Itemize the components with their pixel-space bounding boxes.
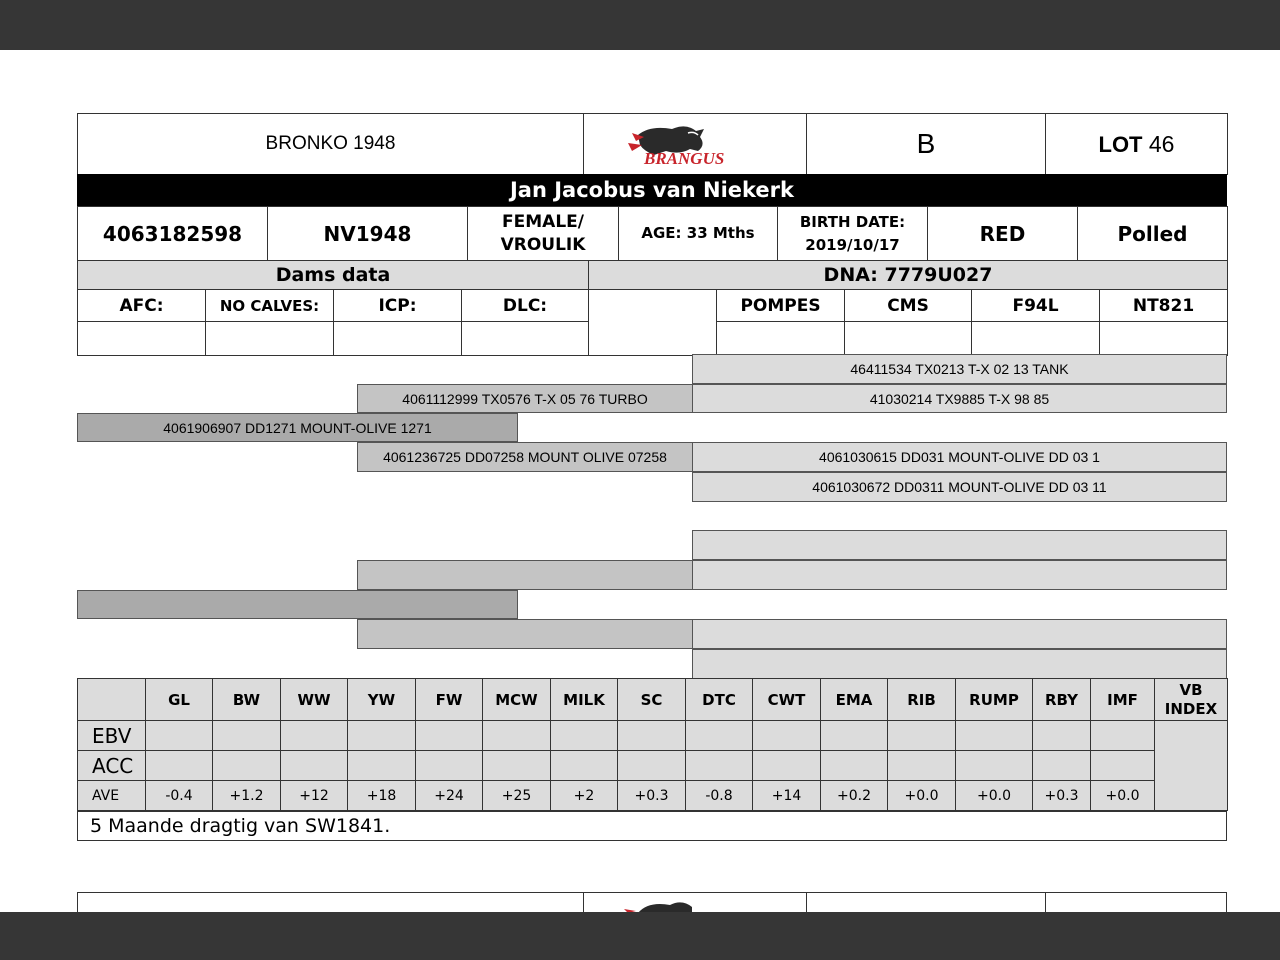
viewer-bottom-bar	[0, 912, 1280, 960]
next-lot-header	[77, 892, 1227, 912]
cms-value	[845, 322, 972, 356]
ebv-row-label: EBV	[78, 721, 146, 751]
ave-mcw: +25	[483, 781, 551, 811]
brand-logo-cell	[584, 114, 807, 175]
dlc-value	[462, 322, 589, 356]
ebv-col-rib: RIB	[888, 679, 956, 721]
dlc-label: DLC:	[462, 290, 589, 322]
ebv-col-sc: SC	[618, 679, 686, 721]
vb-index-value	[1155, 721, 1228, 811]
ave-ww: +12	[281, 781, 348, 811]
ebv-col-fw: FW	[416, 679, 483, 721]
icp-value	[334, 322, 462, 356]
viewer-top-bar	[0, 0, 1280, 50]
no-calves-label: NO CALVES:	[206, 290, 334, 322]
pedigree-dam-dam-sire	[692, 619, 1227, 649]
pedigree-dam	[77, 590, 518, 619]
pedigree-dam-sire-sire	[692, 530, 1227, 560]
ave-yw: +18	[348, 781, 416, 811]
id-number: 4063182598	[78, 207, 268, 261]
cms-label: CMS	[845, 290, 972, 322]
ave-row-label: AVE	[78, 781, 146, 811]
ebv-col-imf: IMF	[1091, 679, 1155, 721]
ebv-table	[77, 678, 1228, 811]
ave-milk: +2	[551, 781, 618, 811]
owner-name: Jan Jacobus van Niekerk	[77, 174, 1227, 206]
acc-row-label: ACC	[78, 751, 146, 781]
age: AGE: 33 Mths	[619, 207, 778, 261]
ave-gl: -0.4	[146, 781, 213, 811]
no-calves-value	[206, 322, 334, 356]
pedigree-sire-dam-sire: 4061030615 DD031 MOUNT-OLIVE DD 03 1	[692, 442, 1227, 472]
f94l-value	[972, 322, 1100, 356]
ebv-col-yw: YW	[348, 679, 416, 721]
ave-rump: +0.0	[956, 781, 1033, 811]
dna-blank-cell	[589, 290, 717, 356]
pedigree-dam-dam	[357, 619, 693, 649]
pompes-value	[717, 322, 845, 356]
ave-fw: +24	[416, 781, 483, 811]
animal-name: BRONKO 1948	[78, 114, 584, 175]
pedigree-dam-sire	[357, 560, 693, 590]
icp-label: ICP:	[334, 290, 462, 322]
ave-dtc: -0.8	[686, 781, 753, 811]
svg-text:BRANGUS: BRANGUS	[644, 149, 725, 167]
ebv-col-cwt: CWT	[753, 679, 821, 721]
afc-label: AFC:	[78, 290, 206, 322]
ebv-corner	[78, 679, 146, 721]
ebv-col-mcw: MCW	[483, 679, 551, 721]
ave-imf: +0.0	[1091, 781, 1155, 811]
ave-rby: +0.3	[1033, 781, 1091, 811]
ave-cwt: +14	[753, 781, 821, 811]
sex: FEMALE/ VROULIK	[468, 207, 619, 261]
ebv-col-milk: MILK	[551, 679, 618, 721]
nt821-label: NT821	[1100, 290, 1228, 322]
tag-number: NV1948	[268, 207, 468, 261]
colour: RED	[928, 207, 1078, 261]
ebv-col-rby: RBY	[1033, 679, 1091, 721]
next-bull-icon	[618, 899, 698, 913]
dna-number: DNA: 7779U027	[589, 261, 1228, 290]
ebv-col-ww: WW	[281, 679, 348, 721]
ave-sc: +0.3	[618, 781, 686, 811]
pedigree-dam-sire-dam	[692, 560, 1227, 590]
birth-date: BIRTH DATE: 2019/10/17	[778, 207, 928, 261]
lot-header	[77, 113, 1228, 175]
pedigree-dam-dam-dam	[692, 649, 1227, 679]
ebv-col-rump: RUMP	[956, 679, 1033, 721]
pedigree-sire-dam: 4061236725 DD07258 MOUNT OLIVE 07258	[357, 442, 693, 472]
ave-ema: +0.2	[821, 781, 888, 811]
ebv-col-gl: GL	[146, 679, 213, 721]
grade: B	[807, 114, 1046, 175]
brangus-logo	[584, 121, 806, 167]
dams-data-title: Dams data	[78, 261, 589, 290]
lot-number: LOT 46	[1046, 114, 1228, 175]
ebv-col-ema: EMA	[821, 679, 888, 721]
pedigree-sire-sire-sire: 46411534 TX0213 T-X 02 13 TANK	[692, 354, 1227, 384]
ebv-col-bw: BW	[213, 679, 281, 721]
pedigree-sire-dam-dam: 4061030672 DD0311 MOUNT-OLIVE DD 03 11	[692, 472, 1227, 502]
ave-rib: +0.0	[888, 781, 956, 811]
pedigree-sire-sire: 4061112999 TX0576 T-X 05 76 TURBO	[357, 384, 693, 413]
bull-icon	[620, 121, 770, 167]
pedigree-sire: 4061906907 DD1271 MOUNT-OLIVE 1271	[77, 413, 518, 442]
afc-value	[78, 322, 206, 356]
animal-info	[77, 206, 1228, 261]
dams-data-table	[77, 260, 1228, 356]
pompes-label: POMPES	[717, 290, 845, 322]
pedigree-sire-sire-dam: 41030214 TX9885 T-X 98 85	[692, 384, 1227, 413]
ebv-col-vb-index: VB INDEX	[1155, 679, 1228, 721]
ave-bw: +1.2	[213, 781, 281, 811]
horn-status: Polled	[1078, 207, 1228, 261]
nt821-value	[1100, 322, 1228, 356]
ebv-col-dtc: DTC	[686, 679, 753, 721]
f94l-label: F94L	[972, 290, 1100, 322]
lot-comment: 5 Maande dragtig van SW1841.	[77, 811, 1227, 841]
